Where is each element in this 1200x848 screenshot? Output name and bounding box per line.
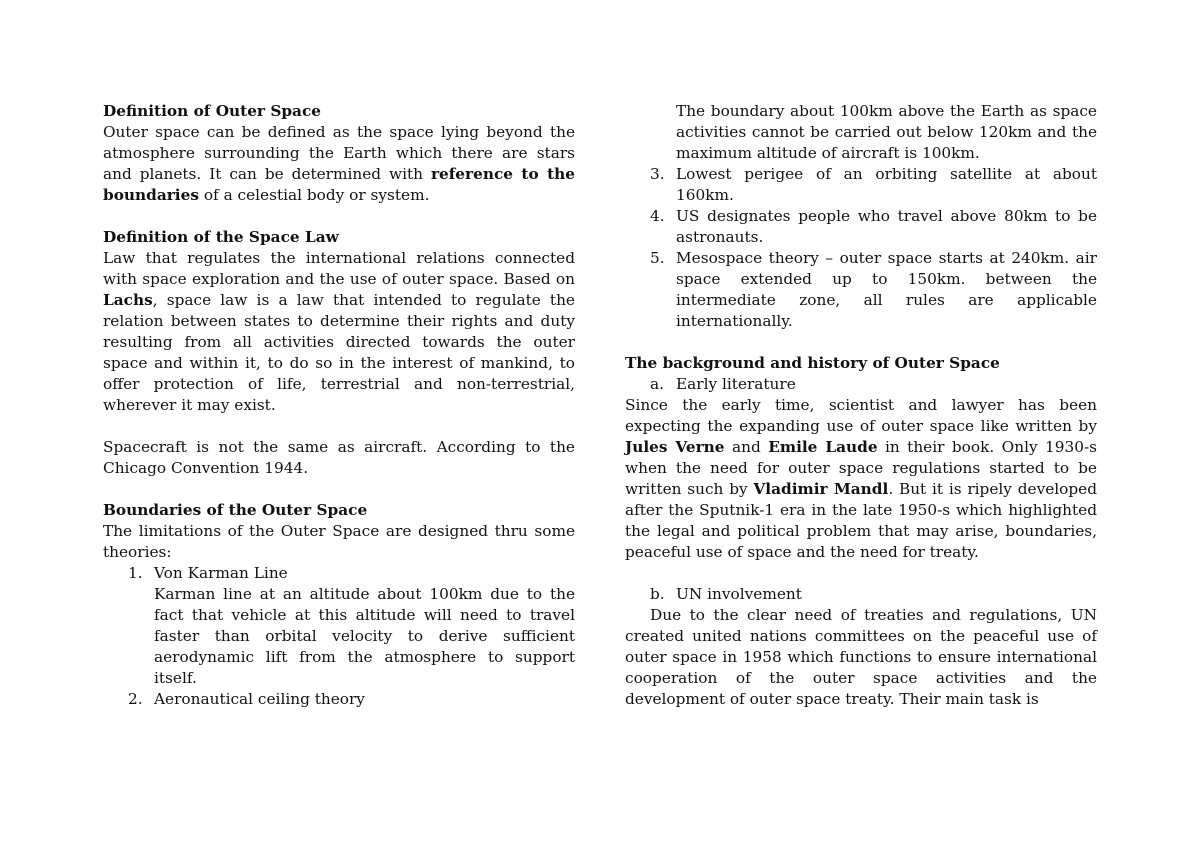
bold-text: Vladimir Mandl [753, 480, 889, 498]
paragraph-boundaries-intro: The limitations of the Outer Space are designed thru some theories: [103, 522, 575, 561]
heading-definition-space-law: Definition of the Space Law [103, 228, 339, 246]
list-item [625, 206, 1097, 248]
list-item-text: US designates people who travel above 80km to be astronauts. [676, 207, 1097, 246]
list-number: 2. [128, 690, 143, 708]
paragraph-outer-space-definition [103, 122, 575, 206]
bold-text: Emile Laude [768, 438, 878, 456]
text-run: . But it is ripely developed after the Sputnik-1 era in the late 1950-s which highlighted the legal and political problem that may arise, boundaries, peaceful use of space and the need for treaty. [625, 480, 1098, 561]
list-item [103, 689, 575, 710]
list-item [625, 248, 1097, 332]
text-run: of a celestial body or system. [198, 186, 430, 204]
list-number: 5. [650, 249, 665, 267]
text-run: Law that regulates the international relations connected with space exploration and the use of outer space. Based on [103, 249, 575, 288]
list-number: 1. [128, 564, 143, 582]
list-item-body: Karman line at an altitude about 100km due to the fact that vehicle at this altitude will need to travel faster than orbital velocity to derive sufficient aerodynamic lift from the atmosphere to support itself. [154, 585, 575, 687]
paragraph-early-literature [625, 395, 1097, 563]
list-letter: b. [650, 585, 665, 603]
list-item-label: UN involvement [676, 585, 802, 603]
text-run: Since the early time, scientist and lawyer has been expecting the expanding use of outer space like written by [625, 396, 1097, 435]
list-item-continuation: The boundary about 100km above the Earth as space activities cannot be carried out below 120km and the maximum altitude of aircraft is 100km. [676, 102, 1097, 162]
text-run: Outer space can be defined as the space lying beyond the atmosphere surrounding the Earth which there are stars and planets. It can be determined with [103, 123, 575, 183]
bold-text: Lachs [103, 291, 153, 309]
heading-definition-outer-space: Definition of Outer Space [103, 102, 322, 120]
right-column [625, 101, 1097, 710]
bold-text: Jules Verne [625, 438, 725, 456]
list-number: 3. [650, 165, 665, 183]
sublist-item-early-literature [625, 374, 1097, 395]
heading-boundaries: Boundaries of the Outer Space [103, 501, 368, 519]
paragraph-spacecraft-note: Spacecraft is not the same as aircraft. According to the Chicago Convention 1944. [103, 438, 575, 477]
list-item-label: Von Karman Line [154, 564, 288, 582]
heading-background-history: The background and history of Outer Space [625, 354, 1000, 372]
list-item-text: Mesospace theory – outer space starts at 240km. air space extended up to 150km. between the intermediate zone, all rules are applicable internationally. [676, 249, 1097, 330]
list-letter: a. [650, 375, 664, 393]
left-column [103, 101, 575, 710]
text-run: , space law is a law that intended to regulate the relation between states to determine their rights and duty resulting from all activities directed towards the outer space and within it, to do so in the interest of mankind, to offer protection of life, terrestrial and non-terrestrial, wherever it may exist. [103, 291, 575, 414]
list-item [625, 164, 1097, 206]
list-item [103, 563, 575, 689]
sublist-item-un-involvement [625, 584, 1097, 605]
paragraph-space-law-definition [103, 248, 575, 416]
list-item-text: Lowest perigee of an orbiting satellite at about 160km. [676, 165, 1097, 204]
list-item-label: Aeronautical ceiling theory [154, 690, 365, 708]
paragraph-un-involvement: Due to the clear need of treaties and regulations, UN created united nations committees on the peaceful use of outer space in 1958 which functions to ensure international cooperation of the outer space activities and the development of outer space treaty. Their main task is [625, 606, 1097, 708]
bold-text: reference to the boundaries [103, 165, 575, 204]
list-item-label: Early literature [676, 375, 796, 393]
text-run: in their book. Only 1930-s when the need for outer space regulations started to be written such by [625, 438, 1098, 498]
list-number: 4. [650, 207, 665, 225]
text-run: and [724, 438, 769, 456]
